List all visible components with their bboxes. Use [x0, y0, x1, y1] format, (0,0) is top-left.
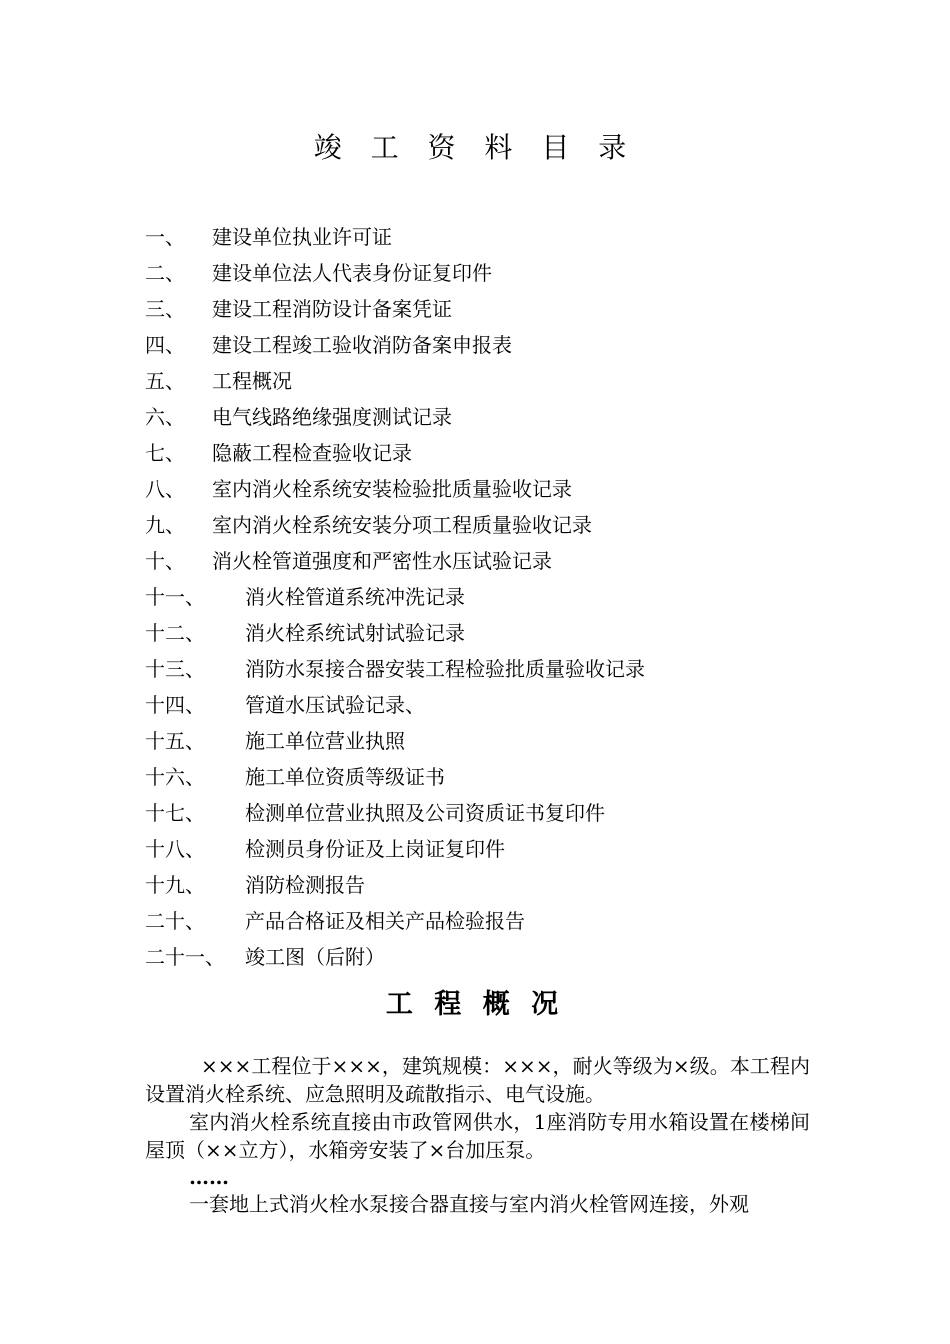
toc-number: 十四、	[145, 693, 205, 717]
paragraph: ×××工程位于×××，建筑规模：×××，耐火等级为×级。本工程内设置消火栓系统、应急照明及疏散指示、电气设施。	[145, 1054, 810, 1106]
toc-text: 竣工图（后附）	[245, 945, 385, 969]
toc-text: 施工单位营业执照	[245, 729, 405, 753]
project-overview	[145, 1052, 810, 1218]
toc-text: 隐蔽工程检查验收记录	[212, 441, 412, 465]
toc-text: 消火栓系统试射试验记录	[245, 621, 465, 645]
toc-text: 室内消火栓系统安装分项工程质量验收记录	[212, 513, 592, 537]
toc-text: 建设工程竣工验收消防备案申报表	[212, 333, 512, 357]
toc-number: 二十一、	[145, 945, 225, 969]
toc-number: 四、	[145, 333, 185, 357]
toc-text: 建设单位法人代表身份证复印件	[212, 261, 492, 285]
toc-number: 十、	[145, 549, 185, 573]
toc-text: 工程概况	[212, 369, 292, 393]
toc-text: 消防水泵接合器安装工程检验批质量验收记录	[245, 657, 645, 681]
toc-text: 消火栓管道强度和严密性水压试验记录	[212, 549, 552, 573]
toc-number: 八、	[145, 477, 185, 501]
paragraph: 一套地上式消火栓水泵接合器直接与室内消火栓管网连接，外观	[189, 1192, 749, 1216]
toc-text: 室内消火栓系统安装检验批质量验收记录	[212, 477, 572, 501]
toc-number: 十五、	[145, 729, 205, 753]
toc-number: 十一、	[145, 585, 205, 609]
toc-text: 消火栓管道系统冲洗记录	[245, 585, 465, 609]
toc-number: 三、	[145, 297, 185, 321]
toc-text: 产品合格证及相关产品检验报告	[245, 909, 525, 933]
toc-number: 九、	[145, 513, 185, 537]
toc-number: 十七、	[145, 801, 205, 825]
toc-text: 建设工程消防设计备案凭证	[212, 297, 452, 321]
toc-text: 检测员身份证及上岗证复印件	[245, 837, 505, 861]
toc-number: 十二、	[145, 621, 205, 645]
document-title: 竣 工 资 料 目 录	[313, 131, 637, 164]
ellipsis: ……	[189, 1165, 229, 1189]
toc-number: 十六、	[145, 765, 205, 789]
toc-number: 七、	[145, 441, 185, 465]
toc-number: 十八、	[145, 837, 205, 861]
toc-text: 电气线路绝缘强度测试记录	[212, 405, 452, 429]
toc-number: 二十、	[145, 909, 205, 933]
toc-text: 消防检测报告	[245, 873, 365, 897]
section-title: 工 程 概 况	[385, 989, 565, 1020]
toc-text: 建设单位执业许可证	[212, 225, 392, 249]
toc-number: 五、	[145, 369, 185, 393]
toc-text: 检测单位营业执照及公司资质证书复印件	[245, 801, 605, 825]
toc-number: 六、	[145, 405, 185, 429]
toc-text: 管道水压试验记录、	[245, 693, 425, 717]
toc-number: 十三、	[145, 657, 205, 681]
toc-number: 二、	[145, 261, 185, 285]
toc-number: 一、	[145, 225, 185, 249]
paragraph: 室内消火栓系统直接由市政管网供水，1座消防专用水箱设置在楼梯间屋顶（××立方），水箱旁安装了×台加压泵。	[145, 1110, 810, 1162]
toc-text: 施工单位资质等级证书	[245, 765, 445, 789]
toc-number: 十九、	[145, 873, 205, 897]
